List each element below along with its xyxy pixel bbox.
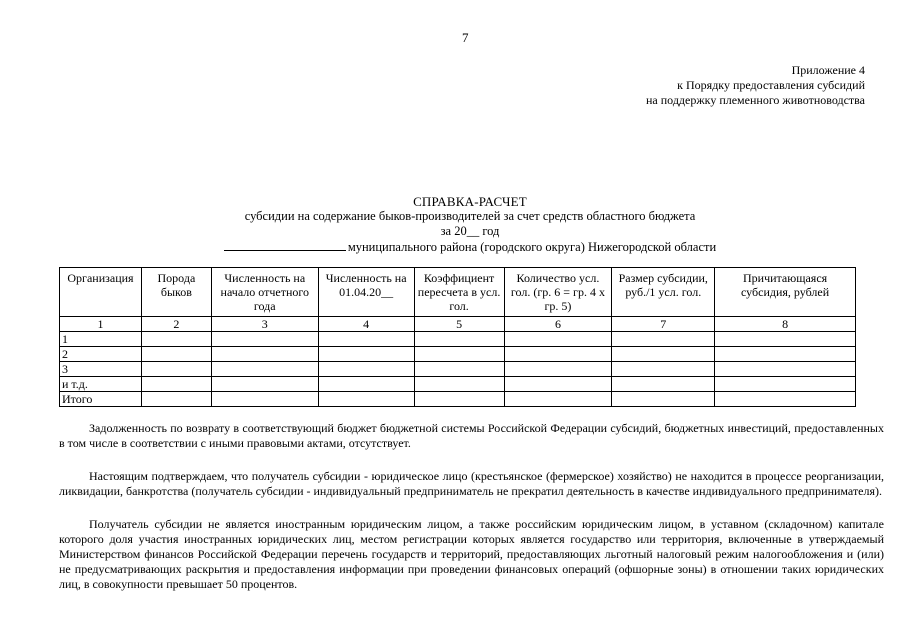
column-header: Коэффициент пересчета в усл. гол. [414,268,504,317]
table-cell [211,347,318,362]
column-number: 7 [612,317,715,332]
table-cell [141,377,211,392]
column-number: 5 [414,317,504,332]
table-cell [715,392,856,407]
table-cell [715,362,856,377]
column-number: 1 [60,317,142,332]
table-cell [504,332,612,347]
table-cell [318,332,414,347]
table-cell [211,377,318,392]
paragraph-foreign-entity: Получатель субсидии не является иностранным юридическим лицом, а также российским юридическим лицом, в уставном (складочном) капитале которого доля участия иностранных юридических лиц, местом регистрации которых является государство или территория, включенные в утверждаемый Министерством финансов Российской Федерации перечень государств и территорий, предоставляющих льготный налоговый режим налогообложения и (или) не предусматривающих раскрытия и предоставления информации при проведении финансовых операций (офшорные зоны) в отношении таких юридических лиц, в совокупности превышает 50 процентов. [59,517,884,591]
row-label: 1 [60,332,142,347]
table-row [60,377,856,392]
column-header: Организация [60,268,142,317]
table-cell [141,392,211,407]
table-cell [318,377,414,392]
table-cell [504,362,612,377]
table-cell [141,347,211,362]
row-label: 2 [60,347,142,362]
row-label: Итого [60,392,142,407]
table-row [60,332,856,347]
row-label: 3 [60,362,142,377]
paragraph-confirmation: Настоящим подтверждаем, что получатель субсидии - юридическое лицо (крестьянское (фермерское) хозяйство) не находится в процессе реорганизации, ликвидации, банкротства (получатель субсидии - индивидуальный предприниматель не прекратил деятельность в качестве индивидуального предпринимателя). [59,469,884,498]
row-label: и т.д. [60,377,142,392]
table-cell [141,362,211,377]
title-line-3-wrap [150,239,790,255]
table-cell [318,362,414,377]
document-title [150,194,790,255]
column-number: 6 [504,317,612,332]
table-cell [414,362,504,377]
table-cell [504,347,612,362]
table-cell [141,332,211,347]
title-line-2: за 20__ год [440,224,500,238]
table-cell [414,377,504,392]
column-number: 2 [141,317,211,332]
table-cell [504,377,612,392]
table-cell [612,362,715,377]
table-cell [715,377,856,392]
table-cell [414,332,504,347]
appendix-line-3: на поддержку племенного животноводства [646,93,865,107]
column-number: 8 [715,317,856,332]
table-cell [715,347,856,362]
appendix-line-2: к Порядку предоставления субсидий [677,78,865,92]
table-cell [612,392,715,407]
table-cell [612,347,715,362]
district-blank-line [224,239,346,251]
column-number: 3 [211,317,318,332]
table-cell [318,347,414,362]
table-cell [414,347,504,362]
column-header: Количество усл. гол. (гр. 6 = гр. 4 x гр. 5) [504,268,612,317]
column-number-row [60,317,856,332]
title-line-3: муниципального района (городского округа) Нижегородской области [347,240,717,254]
title-line-1: субсидии на содержание быков-производителей за счет средств областного бюджета [244,209,696,223]
body-text [59,421,884,610]
table-header-row [60,268,856,317]
table-cell [211,332,318,347]
table-cell [612,332,715,347]
column-header: Численность на 01.04.20__ [318,268,414,317]
appendix-line-1: Приложение 4 [791,63,865,77]
table-cell [318,392,414,407]
column-header: Размер субсидии, руб./1 усл. гол. [612,268,715,317]
column-number: 4 [318,317,414,332]
calculation-table [59,267,856,407]
column-header: Численность на начало отчетного года [211,268,318,317]
appendix-note [646,63,865,108]
page-number: 7 [462,30,469,45]
table-cell [715,332,856,347]
column-header: Порода быков [141,268,211,317]
table-cell [414,392,504,407]
table-cell [211,362,318,377]
paragraph-debt: Задолженность по возврату в соответствующий бюджет бюджетной системы Российской Федерации субсидий, бюджетных инвестиций, предоставленных в том числе в соответствии с иными правовыми актами, отсутствует. [59,421,884,450]
column-header: Причитающаяся субсидия, рублей [715,268,856,317]
table-cell [504,392,612,407]
table-cell [612,377,715,392]
table-cell [211,392,318,407]
table-total-row [60,392,856,407]
table-row [60,347,856,362]
table-row [60,362,856,377]
title-heading: СПРАВКА-РАСЧЕТ [413,194,527,209]
